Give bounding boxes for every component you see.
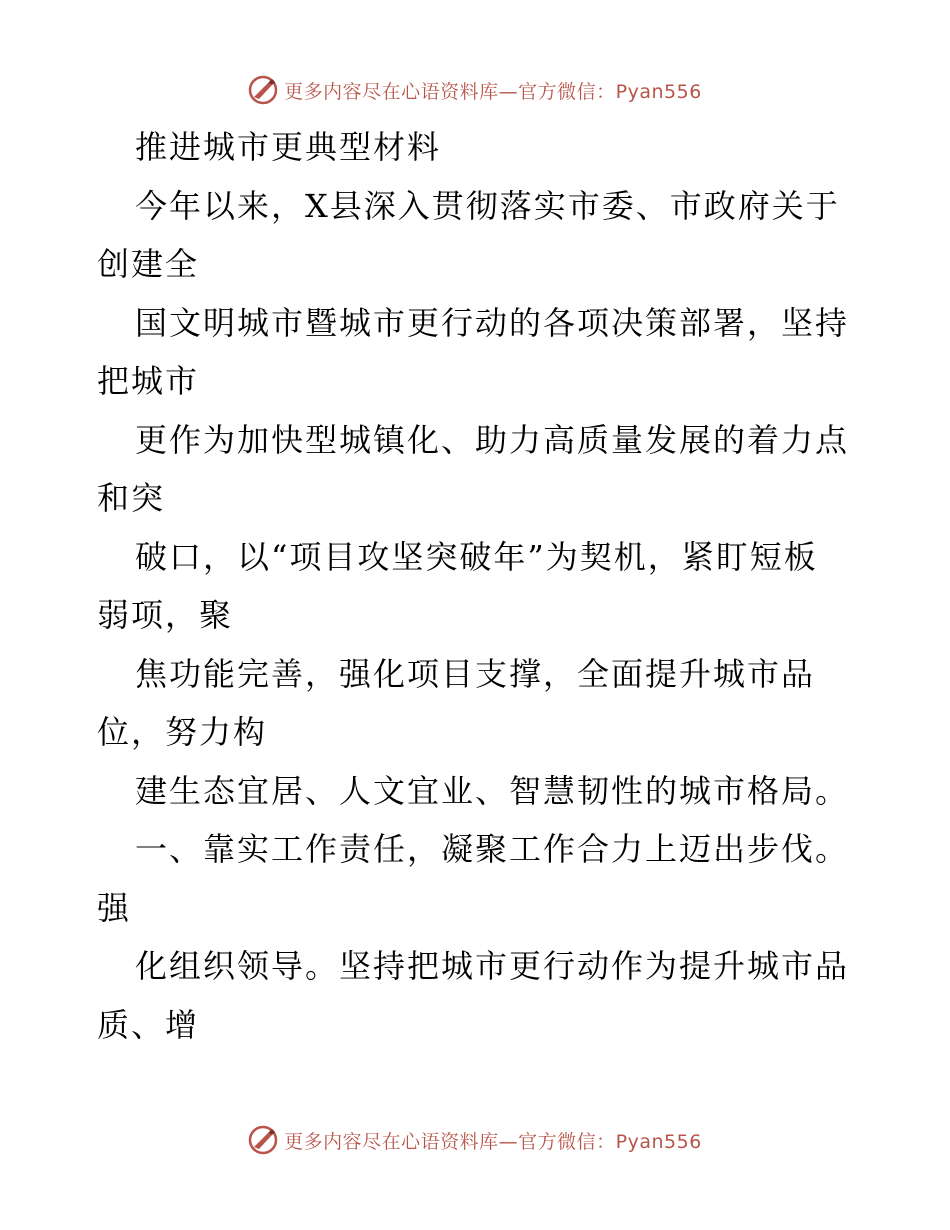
text-line: 把城市 (97, 362, 200, 400)
text-line: 建生态宜居、人文宜业、智慧韧性的城市格局。 (135, 771, 850, 810)
text-line: 化组织领导。坚持把城市更行动作为提升城市品 (135, 947, 850, 985)
text-line: 位，努力构 (97, 713, 268, 751)
text-line: 强 (97, 888, 132, 927)
header-watermark (0, 70, 950, 110)
text-line: 创建全 (97, 245, 200, 283)
logo-icon (248, 1125, 278, 1155)
text-line: 和突 (97, 479, 166, 517)
footer-watermark-text: 更多内容尽在心语资料库—官方微信：Pyan556 (284, 1130, 702, 1153)
header-watermark-text: 更多内容尽在心语资料库—官方微信：Pyan556 (284, 80, 702, 103)
text-line: 焦功能完善，强化项目支撑，全面提升城市品 (135, 654, 816, 693)
document-body (97, 118, 857, 1054)
text-line: 破口，以“项目攻坚突破年”为契机，紧盯短板 (135, 537, 818, 576)
text-line: 更作为加快型城镇化、助力高质量发展的着力点 (135, 420, 850, 459)
text-line: 推进城市更典型材料 (135, 128, 442, 166)
text-line: 一、靠实工作责任，凝聚工作合力上迈出步伐。 (135, 830, 850, 868)
text-line: 今年以来，X县深入贯彻落实市委、市政府关于 (135, 186, 840, 225)
text-line: 质、增 (97, 1005, 200, 1044)
text-line: 弱项，聚 (97, 596, 234, 634)
logo-icon (248, 75, 278, 105)
footer-watermark (0, 1120, 950, 1160)
text-line: 国文明城市暨城市更行动的各项决策部署，坚持 (135, 303, 850, 342)
